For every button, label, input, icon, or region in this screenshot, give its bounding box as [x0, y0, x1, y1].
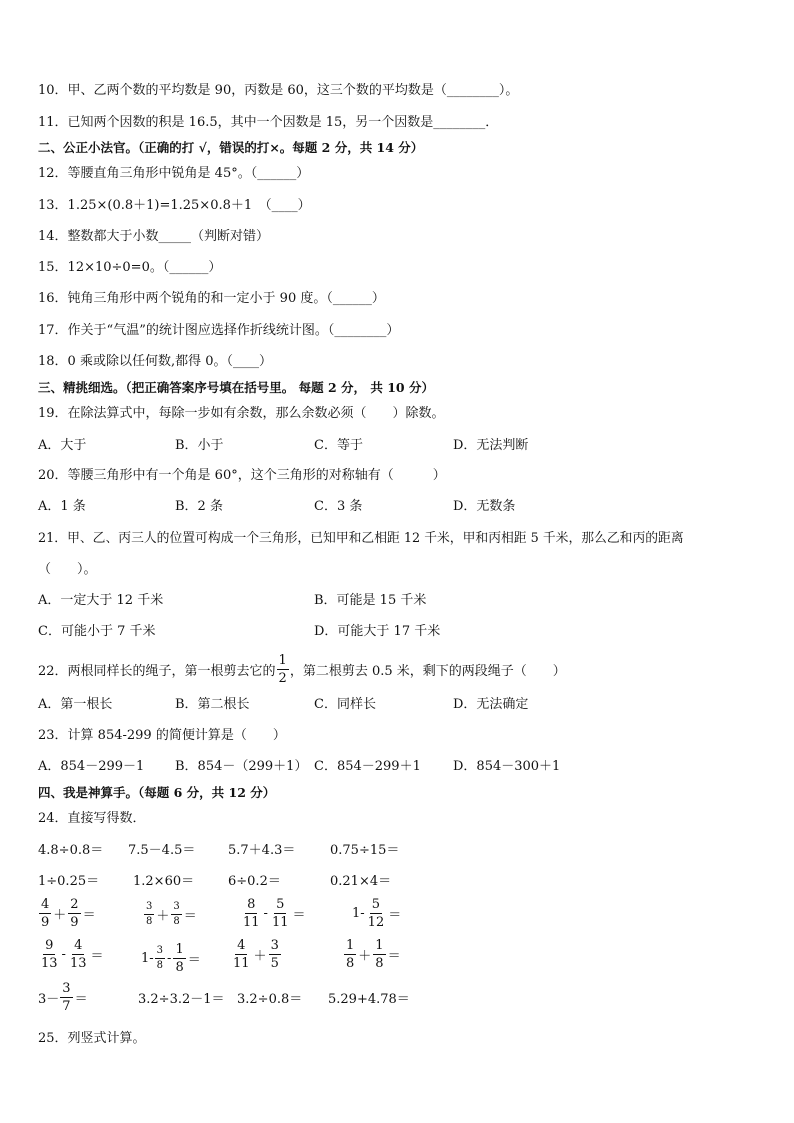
q19-option-c: C．等于	[314, 438, 363, 453]
equals: ＝	[388, 908, 402, 923]
q20-option-c: C．3 条	[314, 499, 363, 514]
numerator: 3	[171, 902, 181, 915]
q22-option-a: A．第一根长	[38, 697, 113, 712]
calc-item: 7.5－4.5＝	[128, 843, 196, 858]
q22-frac-denominator: 2	[278, 670, 287, 686]
fraction-expression	[143, 902, 198, 927]
equals: ＝	[387, 949, 401, 964]
denominator: 8	[375, 956, 384, 971]
numerator: 4	[74, 938, 83, 953]
denominator: 11	[271, 915, 289, 930]
q22-option-c: C．同样长	[314, 697, 376, 712]
q20-option-a: A．1 条	[38, 499, 86, 514]
denominator: 8	[146, 916, 153, 927]
q23-option-d: D．854－300＋1	[453, 759, 561, 774]
denominator: 13	[41, 956, 58, 971]
numerator: 5	[371, 897, 381, 912]
denominator: 11	[233, 956, 250, 971]
q21-option-a: A．一定大于 12 千米	[38, 593, 164, 608]
fraction-expression	[230, 939, 282, 970]
fraction	[155, 946, 165, 971]
calc-item: 5.29+4.78＝	[328, 992, 410, 1007]
equals: ＝	[90, 949, 104, 964]
calc-item: 1.2×60＝	[133, 874, 195, 889]
q21-option-b: B．可能是 15 千米	[314, 593, 427, 608]
fraction-expression	[141, 943, 202, 974]
fraction	[269, 939, 281, 970]
section-3-heading: 三、精挑细选。（把正确答案序号填在括号里。 每题 2 分， 共 10 分）	[38, 380, 434, 395]
whole-part: 3－	[38, 992, 60, 1007]
whole-part: 1-	[352, 906, 365, 921]
numerator: 4	[41, 897, 50, 912]
q23-option-c: C．854－299＋1	[314, 759, 421, 774]
numerator: 1	[375, 938, 384, 953]
question-12: 12．等腰直角三角形中锐角是 45°。（______）	[38, 166, 310, 181]
fraction-expression	[352, 898, 402, 929]
denominator: 9	[70, 915, 79, 930]
equals: ＝	[183, 909, 197, 924]
calc-item: 3.2÷0.8＝	[237, 992, 303, 1007]
q22-stem-b: ，第二根剪去 0.5 米，剩下的两段绳子（ ）	[289, 663, 566, 679]
calc-item: 3.2÷3.2－1＝	[138, 992, 225, 1007]
question-16: 16．钝角三角形中两个锐角的和一定小于 90 度。（______）	[38, 291, 385, 306]
operator: -	[167, 951, 172, 966]
fraction	[344, 939, 356, 970]
q19-option-b: B．小于	[175, 438, 224, 453]
q22-option-b: B．第二根长	[175, 697, 250, 712]
operator: -	[263, 906, 268, 921]
numerator: 8	[247, 897, 256, 912]
question-20: 20．等腰三角形中有一个角是 60°，这个三角形的对称轴有（ ）	[38, 468, 446, 483]
operator: ＋	[253, 949, 267, 964]
fraction	[68, 939, 89, 970]
fraction-expression	[343, 939, 402, 970]
fraction-expression	[38, 898, 97, 929]
question-21: 21．甲、乙、丙三人的位置可构成一个三角形，已知甲和乙相距 12 千米，甲和丙相距 5 千米，那么乙和丙的距离	[38, 531, 684, 546]
question-25: 25．列竖式计算。	[38, 1031, 146, 1046]
operator: ＋	[358, 949, 372, 964]
numerator: 3	[144, 902, 154, 915]
denominator: 13	[69, 956, 87, 971]
q23-option-a: A．854－299－1	[38, 759, 145, 774]
numerator: 5	[276, 897, 285, 912]
q21-option-d: D．可能大于 17 千米	[314, 624, 441, 639]
calc-item: 4.8÷0.8＝	[38, 843, 104, 858]
denominator: 11	[243, 915, 260, 930]
calc-item: 0.75÷15＝	[330, 843, 400, 858]
fraction	[171, 902, 181, 927]
question-14: 14．整数都大于小数_____（判断对错）	[38, 229, 270, 244]
numerator: 3	[62, 981, 71, 996]
calc-item: 0.21×4＝	[330, 874, 392, 889]
question-21-blank: （ ）。	[38, 562, 97, 577]
section-4-heading: 四、我是神算手。（每题 6 分，共 12 分）	[38, 785, 276, 800]
q22-option-d: D．无法确定	[453, 697, 529, 712]
denominator: 8	[173, 916, 180, 927]
denominator: 8	[175, 960, 184, 975]
fraction	[68, 898, 80, 929]
q22-fraction	[277, 654, 289, 685]
calc-item: 1÷0.25＝	[38, 874, 100, 889]
question-15: 15．12×10÷0=0。（______）	[38, 260, 222, 275]
fraction	[373, 939, 385, 970]
question-10: 10．甲、乙两个数的平均数是 90，丙数是 60，这三个数的平均数是（________）。	[38, 83, 519, 98]
numerator: 3	[155, 946, 165, 959]
fraction	[144, 902, 154, 927]
fraction	[270, 898, 291, 929]
numerator: 1	[175, 942, 184, 957]
equals: ＝	[82, 908, 96, 923]
q19-option-a: A．大于	[38, 438, 87, 453]
operator: ＋	[53, 908, 67, 923]
question-11: 11．已知两个因数的积是 16.5，其中一个因数是 15，另一个因数是________．	[38, 115, 499, 130]
numerator: 9	[45, 938, 54, 953]
question-24: 24．直接写得数．	[38, 811, 146, 826]
denominator: 8	[346, 956, 355, 971]
numerator: 2	[70, 897, 79, 912]
equals: ＝	[74, 992, 88, 1007]
denominator: 9	[41, 915, 50, 930]
operator: ＋	[156, 909, 170, 924]
fraction	[366, 898, 387, 929]
denominator: 8	[156, 960, 164, 971]
q22-frac-numerator: 1	[278, 652, 287, 668]
q21-option-c: C．可能小于 7 千米	[38, 624, 156, 639]
fraction-expression	[38, 982, 89, 1013]
numerator: 3	[270, 938, 279, 953]
denominator: 12	[367, 915, 385, 930]
fraction-expression	[240, 898, 307, 929]
equals: ＝	[187, 953, 201, 968]
numerator: 4	[237, 938, 246, 953]
fraction	[39, 898, 51, 929]
fraction	[60, 982, 72, 1013]
question-22	[38, 650, 566, 688]
section-2-heading: 二、公正小法官。（正确的打 √，错误的打×。每题 2 分，共 14 分）	[38, 140, 424, 155]
denominator: 7	[62, 999, 71, 1014]
question-19: 19．在除法算式中，每除一步如有余数，那么余数必须（ ）除数。	[38, 406, 445, 421]
denominator: 5	[270, 956, 279, 971]
fraction	[173, 943, 185, 974]
q20-option-b: B．2 条	[175, 499, 223, 514]
calc-item: 6÷0.2＝	[228, 874, 281, 889]
fraction	[241, 898, 262, 929]
whole-part: 1-	[141, 951, 154, 966]
question-13: 13．1.25×(0.8＋1)=1.25×0.8＋1 （____）	[38, 198, 311, 213]
q22-stem-a: 22．两根同样长的绳子，第一根剪去它的	[38, 663, 276, 679]
q19-option-d: D．无法判断	[453, 438, 529, 453]
fraction	[39, 939, 60, 970]
numerator: 1	[346, 938, 355, 953]
equals: ＝	[292, 908, 306, 923]
question-17: 17．作关于“气温”的统计图应选择作折线统计图。（________）	[38, 323, 400, 338]
q20-option-d: D．无数条	[453, 499, 516, 514]
fraction	[231, 939, 252, 970]
operator: -	[61, 947, 66, 962]
question-18: 18．0 乘或除以任何数,都得 0。（____）	[38, 354, 272, 369]
fraction-expression	[38, 939, 105, 970]
calc-item: 5.7＋4.3＝	[228, 843, 296, 858]
q23-option-b: B．854－（299＋1）	[175, 759, 308, 774]
question-23: 23．计算 854-299 的简便计算是（ ）	[38, 728, 286, 743]
